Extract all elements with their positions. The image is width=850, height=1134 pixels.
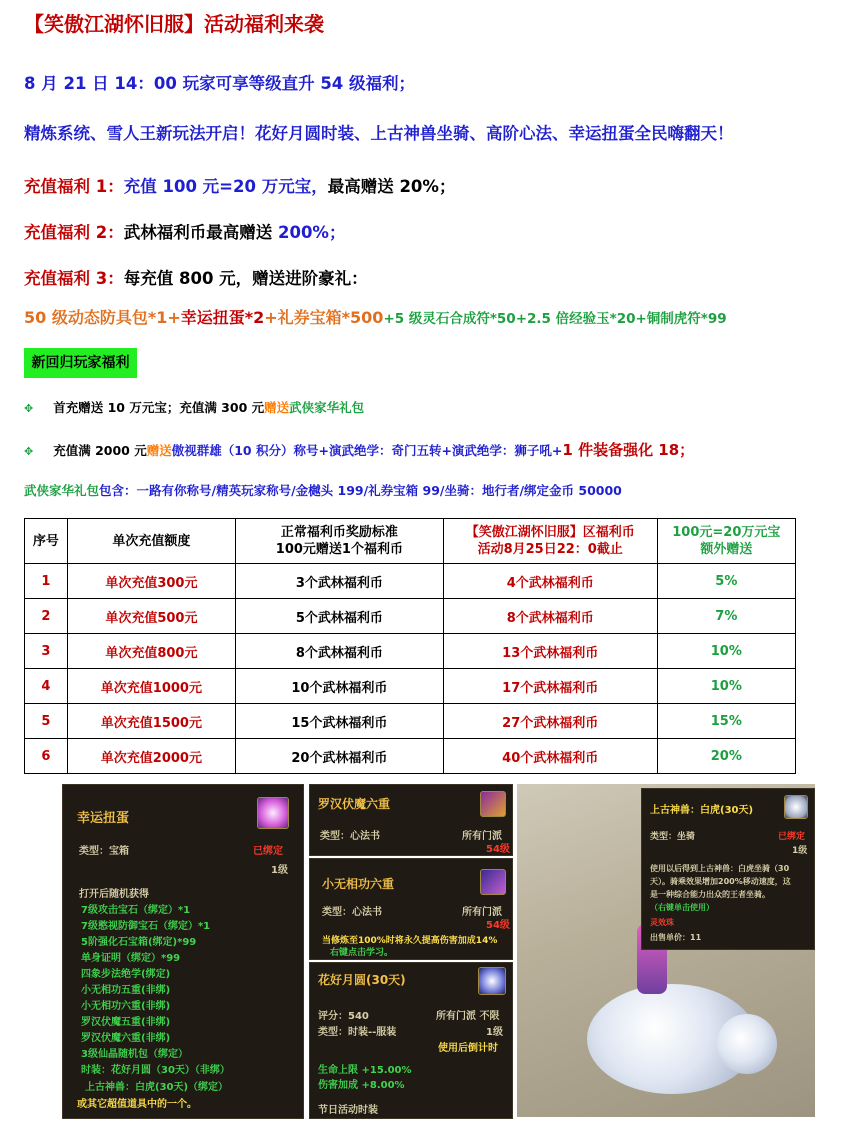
row-index: 5 — [25, 704, 68, 739]
bullet-2-text: 充值满 2000 元 — [53, 443, 147, 458]
egg-item: 小无相功五重(非绑) — [81, 985, 171, 996]
row-index: 3 — [25, 634, 68, 669]
gift-egg: 幸运扭蛋*2 — [180, 308, 265, 327]
benefit-2-label: 充值福利 2： — [24, 223, 124, 242]
lucky-egg-type: 类型：宝箱 — [79, 846, 129, 857]
row-normal: 15个武林福利币 — [235, 704, 443, 739]
row-index: 1 — [25, 564, 68, 599]
row-event: 40个武林福利币 — [443, 739, 657, 774]
gift-coupon: +礼券宝箱*500 — [264, 308, 384, 327]
egg-costume: 时装：花好月圆（30天）（非绑） — [81, 1065, 230, 1076]
mount-scene — [517, 784, 815, 1117]
costume-level: 1级 — [486, 1027, 503, 1038]
header-amount: 单次充值额度 — [67, 519, 235, 564]
row-event: 17个武林福利币 — [443, 669, 657, 704]
egg-item: 7级憨视防御宝石（绑定）*1 — [81, 921, 211, 932]
luohan-level: 54级 — [486, 844, 510, 855]
table-row — [25, 739, 796, 774]
row-amount: 单次充值500元 — [67, 599, 235, 634]
mount-desc: 天）。骑乘效果增加200%移动速度，这 — [650, 877, 791, 886]
egg-item: 四象步法绝学(绑定) — [81, 969, 171, 980]
row-bonus: 10% — [657, 669, 795, 704]
mount-hint: （右键单击使用） — [650, 903, 714, 912]
mount-tooltip — [641, 788, 815, 950]
mount-desc: 使用以后得到上古神兽：白虎坐骑（30 — [650, 864, 790, 873]
row-bonus: 10% — [657, 634, 795, 669]
xiaowuxiang-hint: 右键点击学习。 — [330, 948, 394, 958]
table-header-row — [25, 519, 796, 564]
bullet-2000 — [24, 439, 694, 460]
costume-title: 花好月圆(30天) — [318, 973, 406, 987]
costume-footer: 节日活动时装 — [318, 1105, 378, 1116]
recharge-table — [24, 518, 796, 774]
costume-icon — [478, 967, 506, 995]
benefit-2-pct: 200%； — [277, 223, 346, 242]
bullet-1-package: 武侠家华礼包 — [289, 400, 365, 415]
row-normal: 5个武林福利币 — [235, 599, 443, 634]
level-boost-line: 8 月 21 日 14：00 玩家可享等级直升 54 级福利； — [24, 74, 416, 93]
costume-timer: 使用后倒计时 — [438, 1043, 498, 1054]
gift-rest: +5 级灵石合成符*50+2.5 倍经验玉*20+铜制虎符*99 — [383, 311, 727, 327]
lucky-egg-open: 打开后随机获得 — [79, 889, 149, 900]
egg-item: 罗汉伏魔五重(非绑) — [81, 1017, 171, 1028]
package-contents: 包含：一路有你称号/精英玩家称号/金樾头 199/礼券宝箱 99/坐骑：地行者/绑定金币 50000 — [99, 483, 622, 498]
egg-item: 罗汉伏魔六重(非绑) — [81, 1033, 171, 1044]
lucky-egg-tooltip — [62, 784, 304, 1119]
egg-item: 7级攻击宝石（绑定）*1 — [81, 905, 191, 916]
page-title: 【笑傲江湖怀旧服】活动福利来袭 — [24, 12, 324, 36]
gift-line — [24, 305, 727, 328]
benefit-1-text: 充值 100 元=20 万元宝， — [123, 177, 328, 196]
row-event: 13个武林福利币 — [443, 634, 657, 669]
xiaowuxiang-desc: 当修炼至100%时将永久提高伤害加成14% — [322, 936, 498, 946]
table-row — [25, 634, 796, 669]
white-tiger-head — [717, 1014, 777, 1074]
bullet-2-rewards: 傲视群雄（10 积分）称号+演武绝学：奇门五转+演武绝学：狮子吼+ — [171, 443, 563, 458]
egg-item: 3级仙晶随机包（绑定） — [81, 1049, 188, 1060]
benefit-1-label: 充值福利 1： — [24, 177, 124, 196]
luohan-tooltip — [309, 784, 513, 856]
mount-desc: 是一种综合能力出众的王者坐骑。 — [650, 890, 770, 899]
xiaowuxiang-title: 小无相功六重 — [322, 877, 395, 891]
features-line: 精炼系统、雪人王新玩法开启！花好月圆时装、上古神兽坐骑、高阶心法、幸运扭蛋全民嗨翻天！ — [24, 124, 734, 143]
costume-sect: 所有门派 不限 — [436, 1011, 500, 1022]
header-event: 【笑傲江湖怀旧服】区福利币 活动8月25日22：0截止 — [443, 519, 657, 564]
row-amount: 单次充值2000元 — [67, 739, 235, 774]
costume-stat-dmg: 伤害加成 +8.00% — [318, 1080, 405, 1091]
bullet-2-enhance: 1 件装备强化 18； — [562, 441, 695, 459]
row-index: 2 — [25, 599, 68, 634]
benefit-2 — [24, 219, 345, 243]
row-normal: 8个武林福利币 — [235, 634, 443, 669]
header-index: 序号 — [25, 519, 68, 564]
row-normal: 10个武林福利币 — [235, 669, 443, 704]
header-normal: 正常福利币奖励标准 100元赠送1个福利币 — [235, 519, 443, 564]
bullet-2-gift: 赠送 — [146, 443, 172, 458]
row-normal: 3个武林福利币 — [235, 564, 443, 599]
mount-type: 类型：坐骑 — [650, 832, 696, 842]
tiger-icon — [784, 795, 808, 819]
benefit-1-max: 最高赠送 20%； — [327, 177, 456, 196]
egg-item: 单身证明（绑定）*99 — [81, 953, 181, 964]
lucky-egg-level: 1级 — [271, 865, 288, 876]
row-amount: 单次充值300元 — [67, 564, 235, 599]
package-line — [24, 481, 622, 499]
egg-footer: 或其它超值道具中的一个。 — [77, 1099, 197, 1110]
costume-tooltip — [309, 962, 513, 1119]
row-index: 4 — [25, 669, 68, 704]
mount-price: 出售单价：11 — [650, 933, 702, 942]
luohan-title: 罗汉伏魔六重 — [318, 797, 391, 811]
diamond-bullet-icon: ✥ — [24, 445, 34, 458]
row-amount: 单次充值1500元 — [67, 704, 235, 739]
table-row — [25, 669, 796, 704]
book-icon — [480, 869, 506, 895]
table-row — [25, 599, 796, 634]
benefit-3-label: 充值福利 3： — [24, 269, 124, 288]
row-bonus: 20% — [657, 739, 795, 774]
row-normal: 20个武林福利币 — [235, 739, 443, 774]
costume-stat-hp: 生命上限 +15.00% — [318, 1065, 412, 1076]
xiaowuxiang-level: 54级 — [486, 920, 510, 931]
row-amount: 单次充值800元 — [67, 634, 235, 669]
xiaowuxiang-sect: 所有门派 — [462, 907, 502, 918]
row-bonus: 5% — [657, 564, 795, 599]
package-name: 武侠家华礼包 — [24, 483, 100, 498]
mount-bound: 已绑定 — [778, 832, 806, 842]
mount-level: 1级 — [792, 846, 808, 856]
row-event: 8个武林福利币 — [443, 599, 657, 634]
bullet-1-text: 首充赠送 10 万元宝；充值满 300 元 — [53, 400, 265, 415]
xiaowuxiang-type: 类型：心法书 — [322, 907, 382, 918]
row-event: 27个武林福利币 — [443, 704, 657, 739]
gift-armor: 50 级动态防具包*1+ — [24, 308, 181, 327]
mount-title: 上古神兽：白虎(30天) — [650, 805, 754, 816]
row-bonus: 15% — [657, 704, 795, 739]
egg-icon — [257, 797, 289, 829]
lucky-egg-title: 幸运扭蛋 — [77, 811, 130, 826]
diamond-bullet-icon: ✥ — [24, 402, 34, 415]
benefit-2-text: 武林福利币最高赠送 — [123, 223, 278, 242]
table-row — [25, 564, 796, 599]
row-event: 4个武林福利币 — [443, 564, 657, 599]
luohan-sect: 所有门派 — [462, 831, 502, 842]
row-index: 6 — [25, 739, 68, 774]
egg-item: 5阶强化石宝箱(绑定)*99 — [81, 937, 197, 948]
row-bonus: 7% — [657, 599, 795, 634]
bullet-1-gift: 赠送 — [264, 400, 290, 415]
xiaowuxiang-tooltip — [309, 858, 513, 960]
costume-type: 类型：时装--服装 — [318, 1027, 397, 1038]
costume-score: 评分：540 — [318, 1011, 369, 1022]
table-row — [25, 704, 796, 739]
book-icon — [480, 791, 506, 817]
egg-mount: 上古神兽：白虎(30天)（绑定） — [85, 1082, 229, 1093]
lucky-egg-bound: 已绑定 — [253, 846, 283, 857]
luohan-type: 类型：心法书 — [320, 831, 380, 842]
row-amount: 单次充值1000元 — [67, 669, 235, 704]
benefit-3 — [24, 265, 368, 289]
header-bonus: 100元=20万元宝 额外赠送 — [657, 519, 795, 564]
egg-item: 小无相功六重(非绑) — [81, 1001, 171, 1012]
returning-player-badge: 新回归玩家福利 — [24, 348, 137, 378]
bullet-first-recharge — [24, 398, 364, 416]
mount-note: 灵效珠 — [650, 918, 674, 927]
benefit-1 — [24, 173, 455, 197]
benefit-3-text: 每充值 800 元，赠送进阶豪礼： — [123, 269, 368, 288]
